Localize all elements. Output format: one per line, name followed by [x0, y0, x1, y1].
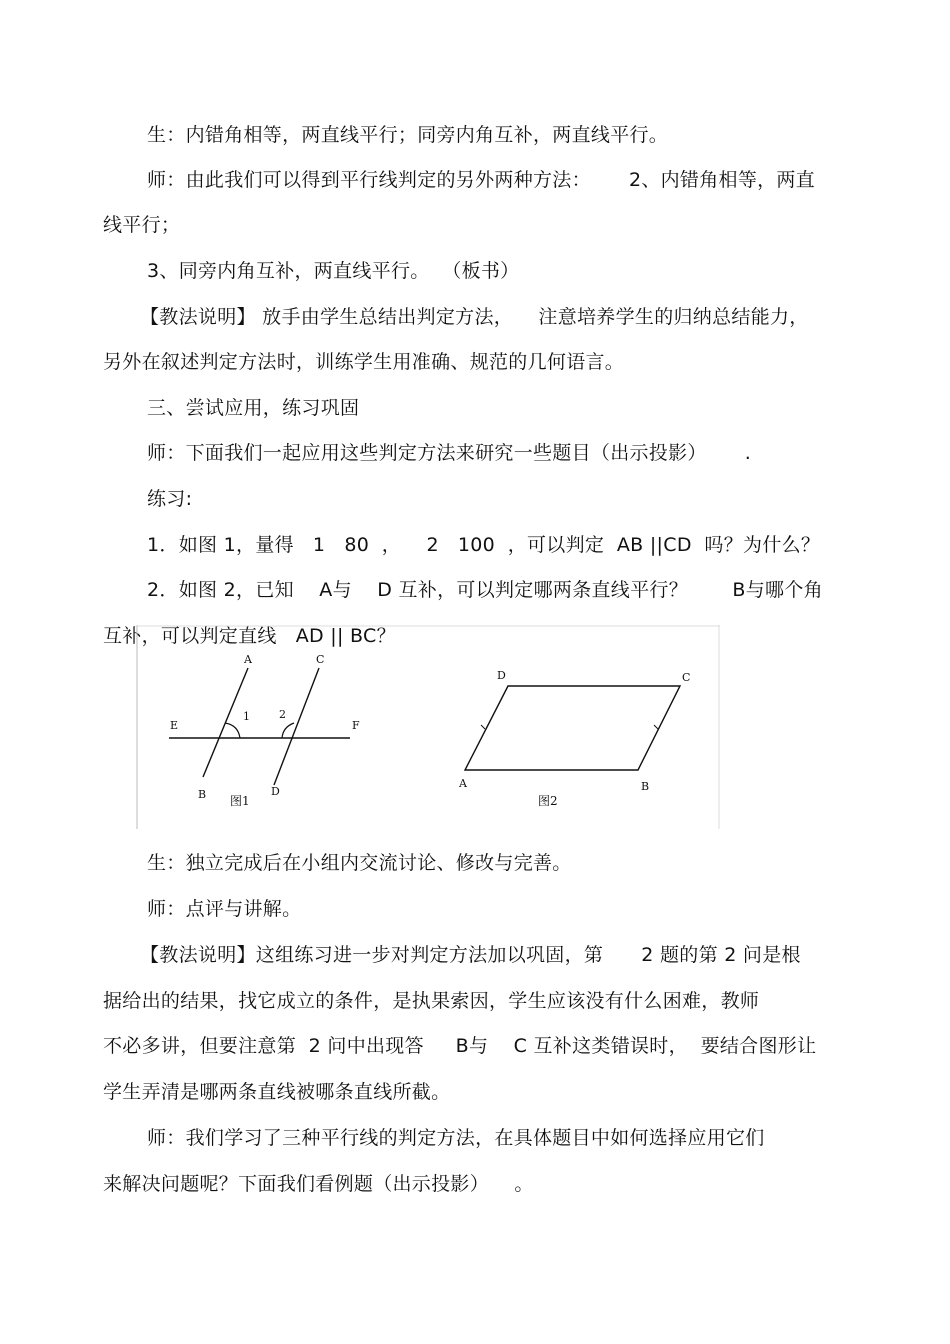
text-line: 师：我们学习了三种平行线的判定方法，在具体题目中如何选择应用它们	[147, 1127, 765, 1149]
text-line: 学生弄清是哪两条直线被哪条直线所截。	[103, 1081, 451, 1103]
text-line: 1．如图 1，量得 1 80 ， 2 100 ，可以判定 AB ||CD 吗？为什么？	[147, 534, 821, 556]
label-b: B	[198, 788, 207, 801]
tick-bc	[654, 725, 658, 729]
figure-2-caption: 图2	[538, 794, 558, 808]
label-c-2: C	[682, 671, 691, 684]
parallelogram-abcd	[465, 686, 680, 770]
text-line: 三、尝试应用，练习巩固	[147, 397, 360, 419]
text-line: 线平行；	[103, 214, 181, 236]
label-b-2: B	[641, 780, 650, 793]
text-line: 生：内错角相等，两直线平行；同旁内角互补，两直线平行。	[147, 124, 669, 146]
figure-1-caption: 图1	[230, 794, 250, 808]
text-line: 来解决问题呢？下面我们看例题（出示投影） 。	[103, 1173, 534, 1195]
figure-2	[458, 669, 690, 808]
text-line: 练习:	[147, 488, 193, 510]
text-line: 师：下面我们一起应用这些判定方法来研究一些题目（出示投影） .	[147, 442, 752, 464]
label-e: E	[170, 719, 179, 732]
text-line: 生：独立完成后在小组内交流讨论、修改与完善。	[147, 852, 572, 874]
figure-1	[169, 653, 360, 808]
label-d: D	[271, 785, 280, 798]
figures-svg	[136, 625, 720, 829]
label-a-2: A	[459, 777, 467, 790]
label-angle-1: 1	[243, 710, 250, 723]
label-c: C	[316, 653, 325, 666]
tick-ad	[481, 725, 485, 729]
text-line: 【教法说明】这组练习进一步对判定方法加以巩固，第 2 题的第 2 问是根	[140, 944, 801, 966]
text-line: 不必多讲，但要注意第 2 问中出现答 B与 C 互补这类错误时， 要结合图形让	[103, 1035, 817, 1057]
label-d-2: D	[497, 669, 506, 682]
text-line: 师：由此我们可以得到平行线判定的另外两种方法： 2、内错角相等，两直	[147, 169, 816, 191]
angle-1-arc	[225, 723, 240, 738]
figures-panel	[136, 625, 720, 829]
label-angle-2: 2	[279, 708, 286, 721]
text-line: 另外在叙述判定方法时，训练学生用准确、规范的几何语言。	[103, 351, 625, 373]
text-line: 师：点评与讲解。	[147, 898, 302, 920]
label-a: A	[244, 653, 252, 666]
text-line: 2．如图 2，已知 A与 D 互补，可以判定哪两条直线平行？ B与哪个角	[147, 579, 823, 601]
text-line: 【教法说明】 放手由学生总结出判定方法， 注意培养学生的归纳总结能力，	[140, 306, 809, 328]
text-line: 据给出的结果，找它成立的条件，是执果索因，学生应该没有什么困难，教师	[103, 990, 760, 1012]
text-line: 互补，可以判定直线 AD || BC？	[103, 625, 396, 647]
label-f: F	[352, 719, 360, 732]
line-cd	[274, 668, 319, 785]
text-line: 3、同旁内角互补，两直线平行。 （板书）	[147, 260, 520, 282]
